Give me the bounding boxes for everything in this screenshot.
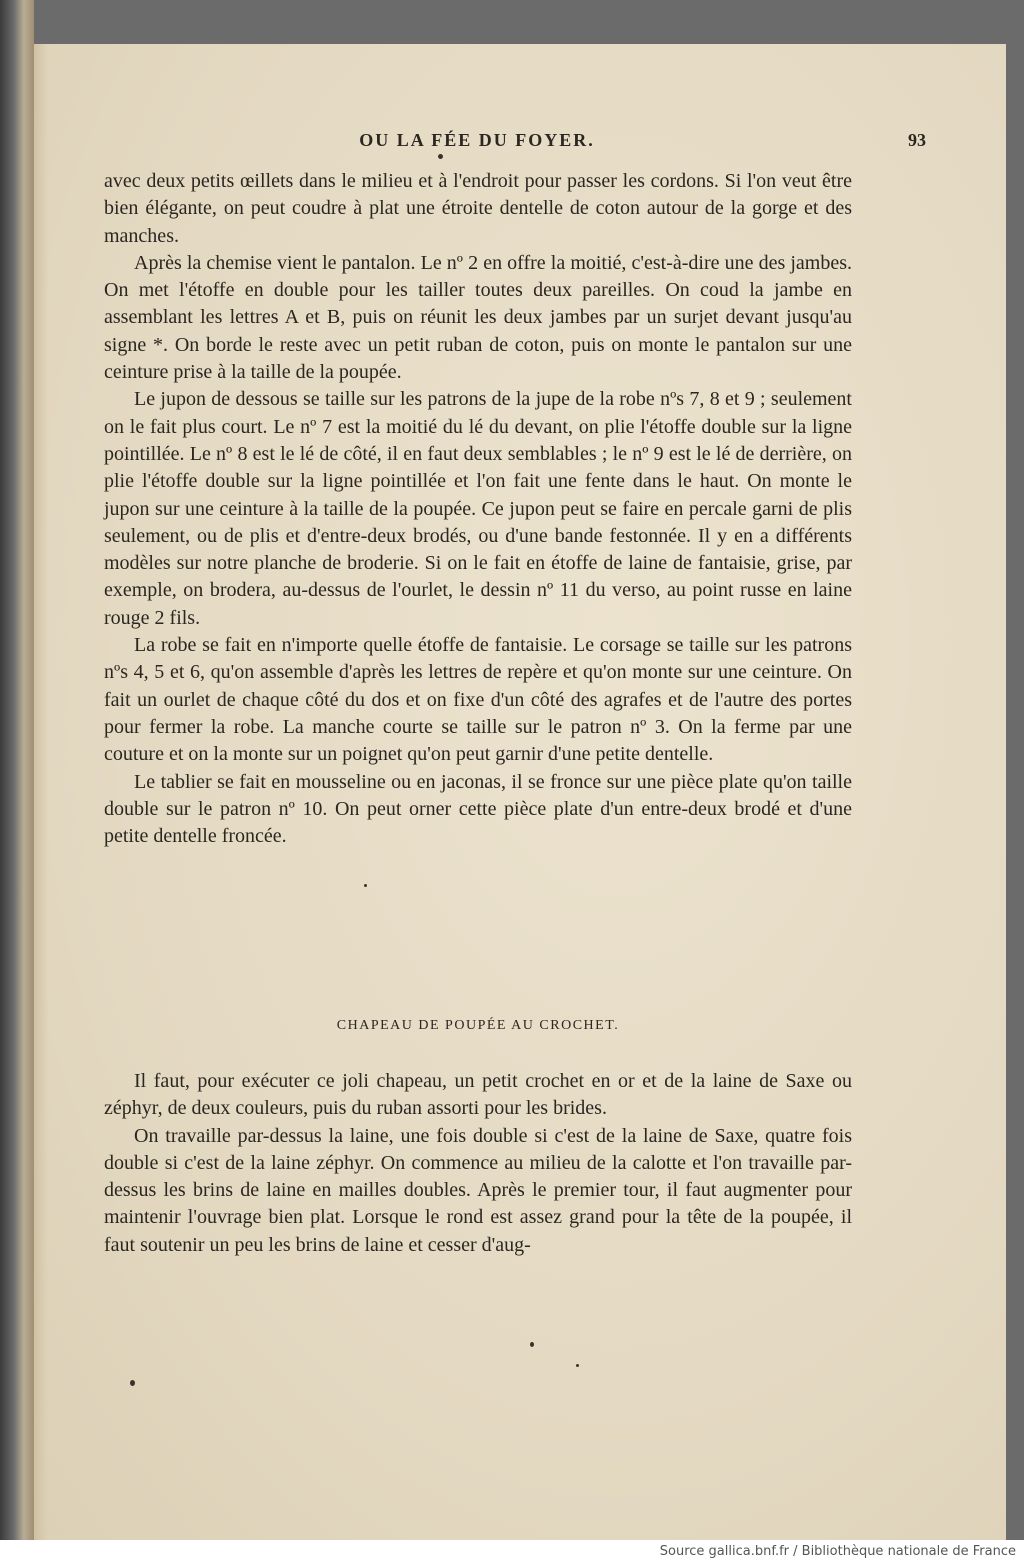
paragraph: On travaille par-dessus la laine, une fois double si c'est de la laine de Saxe, quatre fois double si c'est de la laine zéphyr. On commence au milieu de la calotte et l'on travaille par-dessus les brins de laine en mailles doubles. Après le premier tour, il faut augmenter pour maintenir l'ouvrage bien plat. Lorsque le rond est assez grand pour la tête de la poupée, il faut soutenir un peu les brins de laine et cesser d'aug- (104, 1124, 852, 1256)
paragraph: Après la chemise vient le pantalon. Le nº 2 en offre la moitié, c'est-à-dire une des jambes. On met l'étoffe en double pour les tailler toutes deux pareilles. On coud la jambe en assemblant les lettres A et B, puis on réunit les deux jambes par un surjet devant jusqu'au signe *. On borde le reste avec un petit ruban de coton, puis on monte le pantalon sur une ceinture prise à la taille de la poupée. (104, 251, 852, 384)
paragraph: La robe se fait en n'importe quelle étoffe de fantaisie. Le corsage se taille sur les patrons nºs 4, 5 et 6, qu'on assemble d'après les lettres de repère et qu'on monte sur une ceinture. On fait un ourlet de chaque côté du dos et on fixe d'un côté des agrafes et de l'autre des portes pour fermer la robe. La manche courte se taille sur le patron nº 3. On la ferme par une couture et on la monte sur un poignet qu'on peut garnir d'une petite dentelle. (104, 634, 852, 766)
paragraph: Le jupon de dessous se taille sur les patrons de la jupe de la robe nºs 7, 8 et 9 ; seulement on le fait plus court. Le nº 7 est la moitié du lé du devant, on plie l'étoffe double sur la ligne pointillée. Le nº 8 est le lé de côté, il en faut deux semblables ; le nº 9 est le lé de derrière, on plie l'étoffe double sur la ligne pointillée et l'on fait une fente dans le haut. On monte le jupon sur une ceinture à la taille de la poupée. Ce jupon peut se faire en percale garni de plis seulement, ou de plis et d'entre-deux brodés, ou d'une bande festonnée. Il y en a différents modèles sur notre planche de broderie. Si on le fait en étoffe de laine de fantaisie, grise, par exemple, on brodera, au-dessus de l'ourlet, le dessin nº 11 du verso, au point russe en laine rouge 2 fils. (104, 388, 852, 629)
ink-speck (438, 154, 443, 159)
body-text-upper (104, 168, 852, 850)
running-head-title: OU LA FÉE DU FOYER. (359, 130, 595, 150)
book-spine (0, 0, 34, 1540)
paragraph: Le tablier se fait en mousseline ou en jaconas, il se fronce sur une pièce plate qu'on taille double sur le patron nº 10. On peut orner cette pièce plate d'un entre-deux brodé et d'une petite dentelle froncée. (104, 770, 852, 848)
section-title: CHAPEAU DE POUPÉE AU CROCHET. (336, 1018, 620, 1033)
page-number: 93 (908, 130, 926, 150)
paragraph: Il faut, pour exécuter ce joli chapeau, un petit crochet en or et de la laine de Saxe ou zéphyr, de deux couleurs, puis du ruban assorti pour les brides. (104, 1070, 852, 1120)
body-text-lower (104, 1068, 852, 1259)
ink-speck (130, 1380, 135, 1386)
source-footer: Source gallica.bnf.fr / Bibliothèque nationale de France (659, 1544, 1016, 1559)
ink-speck (576, 1364, 579, 1367)
ink-speck (364, 884, 367, 887)
page-edge-shadow (34, 44, 48, 1540)
paragraph: avec deux petits œillets dans le milieu et à l'endroit pour passer les cordons. Si l'on veut être bien élégante, on peut coudre à plat une étroite dentelle de coton autour de la gorge et des manches. (104, 170, 852, 247)
running-head (104, 130, 926, 154)
book-page (34, 44, 1006, 1540)
ink-speck (530, 1342, 534, 1347)
